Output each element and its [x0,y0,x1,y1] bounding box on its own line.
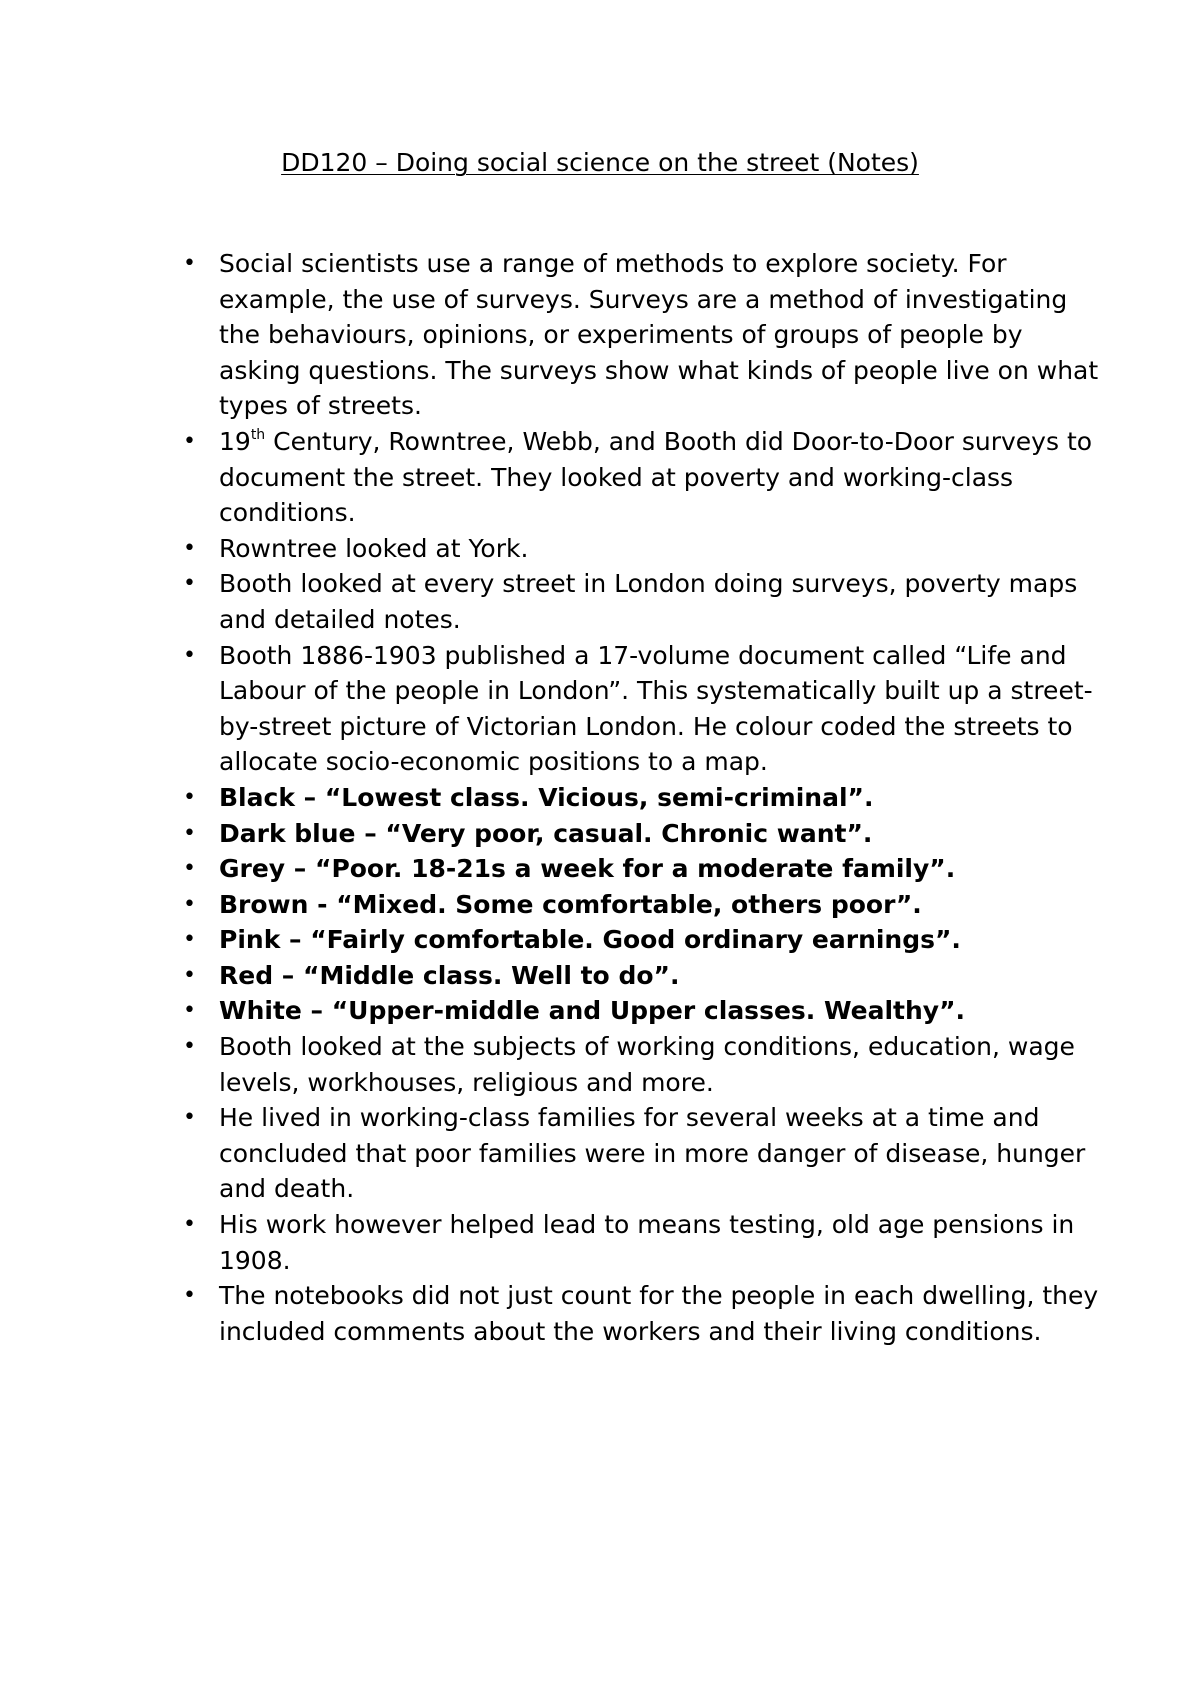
note-item-colour-brown [183,887,1099,923]
bullet-icon: • [183,820,196,846]
bullet-icon: • [183,1105,196,1131]
note-item [183,531,1099,567]
note-number: 19 [219,426,251,456]
note-item-colour-grey [183,851,1099,887]
note-item-colour-white [183,993,1099,1029]
document-title: DD120 – Doing social science on the street (Notes) [281,148,919,177]
bullet-icon: • [183,962,196,988]
note-text: The notebooks did not just count for the people in each dwelling, they included comments about the workers and their living conditions. [219,1281,1099,1346]
note-text: Rowntree looked at York. [219,533,529,563]
note-text: Red – “Middle class. Well to do”. [219,960,680,990]
note-item [183,246,1099,424]
note-item-colour-pink [183,922,1099,958]
bullet-icon: • [183,535,196,561]
note-text: Booth looked at every street in London doing surveys, poverty maps and detailed notes. [219,569,1078,634]
bullet-icon: • [183,1283,196,1309]
note-text: Pink – “Fairly comfortable. Good ordinary earnings”. [219,925,961,955]
note-item-colour-dark-blue [183,816,1099,852]
note-text: White – “Upper-middle and Upper classes. Wealthy”. [219,996,966,1026]
note-text: Booth looked at the subjects of working conditions, education, wage levels, workhouses, religious and more. [219,1032,1075,1097]
bullet-icon: • [183,1212,196,1238]
note-superscript: th [250,426,266,443]
note-item [183,1029,1099,1100]
bullet-icon: • [183,998,196,1024]
bullet-icon: • [183,251,196,276]
note-text: Century, Rowntree, Webb, and Booth did Door-to-Door surveys to document the street. They looked at poverty and working-class conditions. [219,426,1093,528]
note-item [183,1207,1099,1278]
bullet-icon: • [183,1034,196,1060]
note-item [183,566,1099,637]
note-item [183,1100,1099,1207]
bullet-icon: • [183,784,196,810]
note-text: His work however helped lead to means testing, old age pensions in 1908. [219,1210,1075,1275]
note-text: Dark blue – “Very poor, casual. Chronic want”. [219,818,873,848]
note-text: Social scientists use a range of methods to explore society. For example, the use of surveys. Surveys are a method of investigating the behaviours, opinions, or experiments of groups of people by asking questions. The surveys show what kinds of people live on what types of streets. [219,249,1099,421]
bullet-icon: • [183,428,196,454]
note-item [183,424,1099,531]
note-text: Booth 1886-1903 published a 17-volume document called “Life and Labour of the people in London”. This systematically built up a street-by-street picture of Victorian London. He colour coded the streets to allocate socio-economic positions to a map. [219,640,1093,777]
bullet-icon: • [183,856,196,882]
note-text: Brown - “Mixed. Some comfortable, others poor”. [219,889,922,919]
bullet-icon: • [183,891,196,917]
note-text: He lived in working-class families for several weeks at a time and concluded that poor families were in more danger of disease, hunger and death. [219,1103,1086,1204]
note-item-colour-black [183,780,1099,816]
bullet-icon: • [183,642,196,668]
note-item [183,638,1099,780]
notes-list [183,246,1099,1349]
bullet-icon: • [183,927,196,953]
note-item [183,1278,1099,1349]
note-text: Grey – “Poor. 18-21s a week for a moderate family”. [219,854,956,884]
note-text: Black – “Lowest class. Vicious, semi-criminal”. [219,782,874,812]
bullet-icon: • [183,571,196,597]
note-item-colour-red [183,958,1099,994]
